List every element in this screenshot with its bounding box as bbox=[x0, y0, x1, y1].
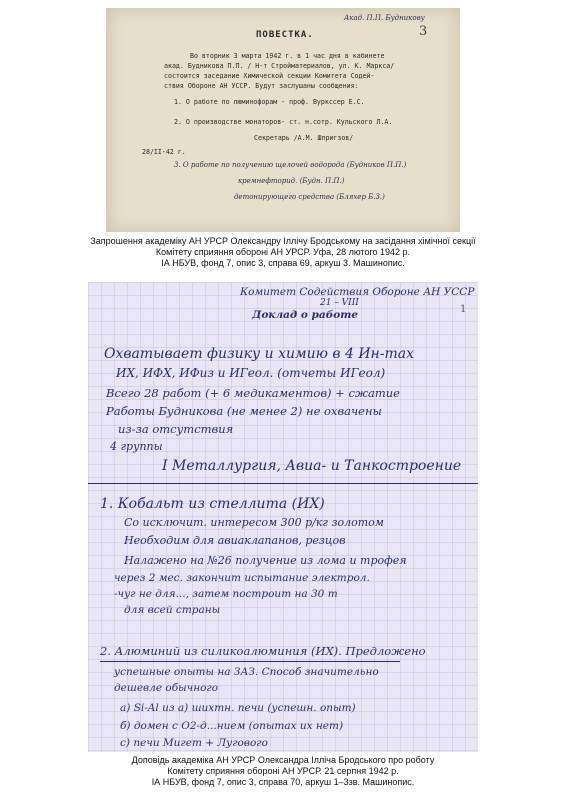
handwritten-line: 3. О работе по получению щелочей водорода (Будников П.П.) bbox=[174, 161, 407, 169]
caption-line: Комітету сприяння обороні АН УРСР. 21 серпня 1942 р. bbox=[167, 766, 399, 777]
typed-line: состоится заседание Химической секции Комитета Содей- bbox=[164, 72, 375, 80]
report-header: Комитет Содействия Обороне АН УССР bbox=[240, 286, 475, 298]
report-line: Со исключит. интересом 300 р/кг золотом bbox=[124, 516, 384, 529]
report-line: -чуг не для..., затем построит на 30 т bbox=[114, 588, 338, 600]
report-item-1: 1. Кобальт из стеллита (ИХ) bbox=[100, 496, 325, 512]
caption-line: Комітету сприяння обороні АН УРСР. Уфа, 28 лютого 1942 р. bbox=[155, 247, 411, 258]
report-heading: Доклад о работе bbox=[252, 309, 359, 321]
report-line: б) домен с O2-д...нием (опытах их нет) bbox=[120, 720, 344, 732]
typed-notice-document bbox=[106, 8, 460, 232]
report-line: Необходим для авиаклапанов, резцов bbox=[124, 534, 346, 547]
divider-line bbox=[88, 483, 478, 484]
corner-note: Акад. П.П. Будникову bbox=[344, 14, 425, 22]
report-line: дешевле обычного bbox=[114, 682, 219, 694]
report-line: из-за отсутствия bbox=[118, 422, 234, 436]
corner-number: 3 bbox=[419, 24, 428, 39]
report-line: успешные опыты на ЗАЗ. Способ значительно bbox=[114, 666, 379, 678]
caption-line: Доповідь академіка АН УРСР Олександра Ілліча Бродського про роботу bbox=[131, 755, 435, 765]
report-line: Налажено на №26 получение из лома и трофея bbox=[124, 554, 407, 567]
handwritten-line: кремнефторид. (Будн. П.П.) bbox=[238, 177, 345, 185]
caption-1 bbox=[0, 236, 566, 270]
typed-line: ствия Обороне АН УССР. Будут заслушаны сообщения: bbox=[164, 82, 359, 90]
report-line: Всего 28 работ (+ 6 медикаментов) + сжатие bbox=[106, 386, 400, 400]
report-line: ИХ, ИФХ, ИФиз и ИГеол. (отчеты ИГеол) bbox=[116, 366, 386, 380]
typed-line: 2. О производстве монаторов- ст. н.сотр. Кульского Л.А. bbox=[174, 118, 393, 126]
report-line: 4 группы bbox=[110, 440, 163, 453]
report-line: Работы Будникова (не менее 2) не охвачены bbox=[106, 404, 382, 418]
caption-line: Запрошення академіку АН УРСР Олександру Іллічу Бродському на засідання хімічної секції bbox=[90, 236, 476, 246]
typed-line: акад. Будникова П.П. / Н-т Стройматериалов, ул. К. Маркса/ bbox=[164, 62, 395, 70]
report-line: через 2 мес. закончит испытание электрол. bbox=[114, 572, 370, 584]
handwritten-line: детонирующего средства (Бляхер Б.З.) bbox=[234, 193, 385, 201]
typed-line: 1. О работе по люминофорам - проф. Вуркссер Е.С. bbox=[174, 98, 365, 106]
report-line: Охватывает физику и химию в 4 Ин-тах bbox=[104, 346, 415, 362]
notice-date: 28/II-42 г. bbox=[142, 148, 186, 156]
caption-2 bbox=[0, 755, 566, 789]
report-line: с) печи Мигет + Лугового bbox=[120, 737, 268, 749]
caption-line: ІА НБУВ, фонд 7, опис 3, справа 70, аркуш 1–3зв. Машинопис. bbox=[151, 777, 415, 788]
report-line: а) Si-Al из а) шихтн. печи (успешн. опыт) bbox=[120, 702, 356, 714]
report-section-title: I Металлургия, Авиа- и Танкостроение bbox=[162, 458, 462, 474]
report-line: для всей страны bbox=[124, 604, 221, 616]
page-number: 1 bbox=[460, 304, 467, 315]
secretary-line: Секретарь /А.М. Шпригзов/ bbox=[254, 134, 354, 142]
typed-line: Во вторник 3 марта 1942 г. в 1 час дня в кабинете bbox=[190, 52, 385, 60]
caption-line: ІА НБУВ, фонд 7, опис 3, справа 69, аркуш 3. Машинопис. bbox=[161, 258, 405, 269]
handwritten-report-document bbox=[88, 282, 478, 752]
underline bbox=[100, 661, 400, 662]
notice-title: ПОВЕСТКА. bbox=[256, 30, 314, 40]
report-item-2: 2. Алюминий из силикоалюминия (ИХ). Предложено bbox=[100, 644, 426, 658]
report-date: 21 – VIII bbox=[320, 298, 359, 308]
